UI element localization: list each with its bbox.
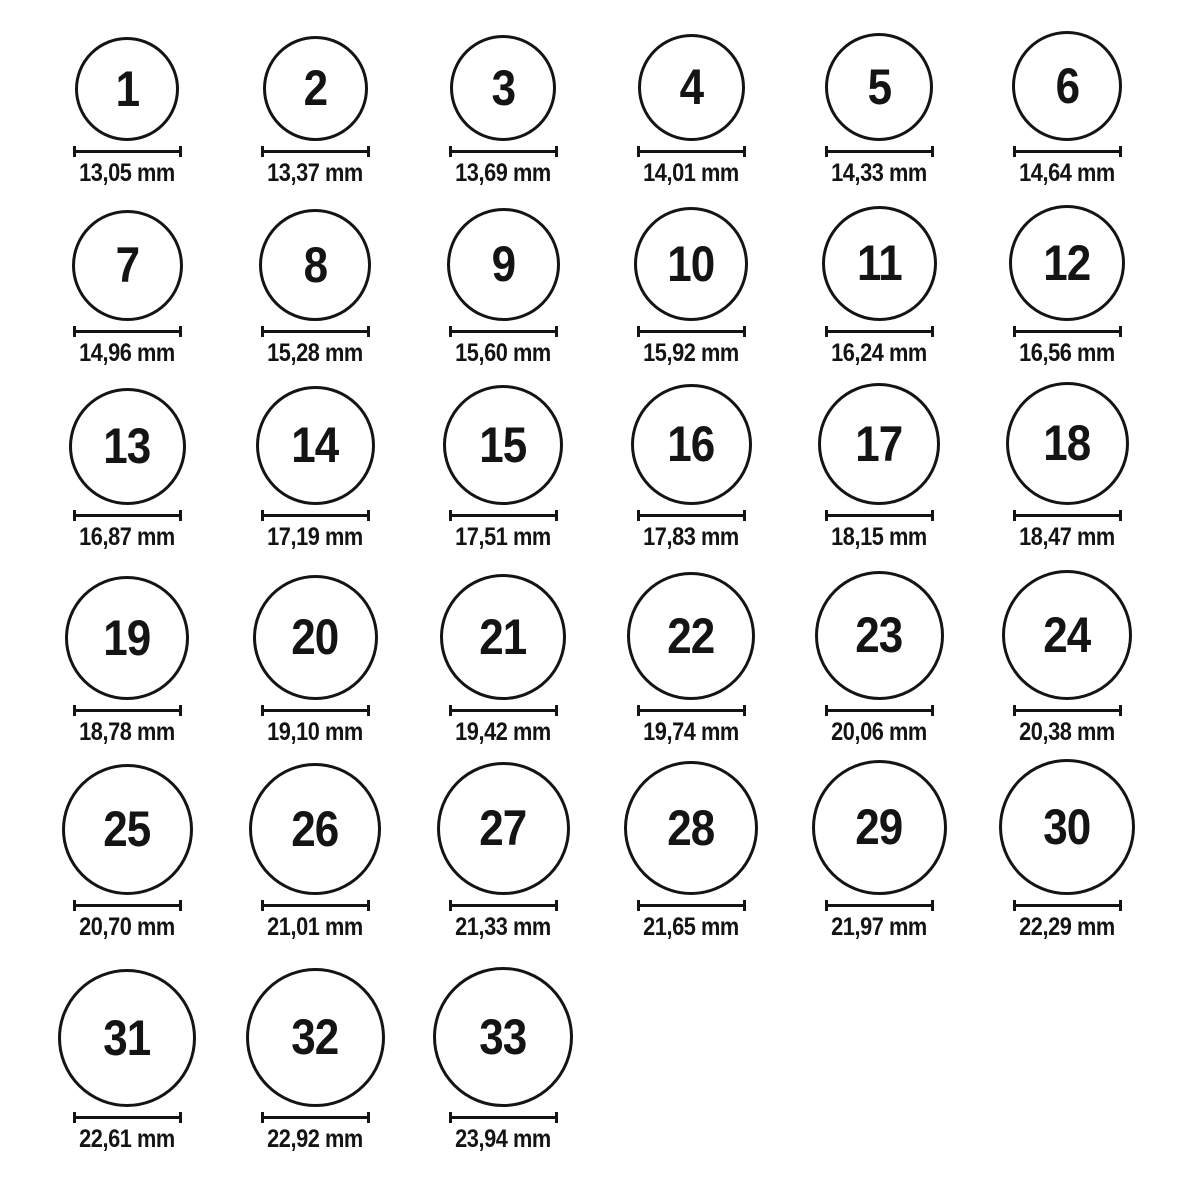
diameter-ruler [73,146,182,157]
ring-diameter-label: 22,61 mm [79,1124,175,1153]
ring-diameter-label: 17,51 mm [455,522,551,551]
ring-circle [433,967,573,1107]
diameter-ruler [1013,326,1122,337]
ring-circle [815,571,944,700]
ring-number: 8 [303,236,327,293]
diameter-ruler [1013,705,1122,716]
ring-diameter-label: 16,87 mm [79,522,175,551]
ring-diameter-label: 19,42 mm [455,717,551,746]
ring-size-cell [447,208,560,366]
ring-diameter-label: 16,56 mm [1019,338,1115,367]
diameter-ruler [261,326,370,337]
diameter-ruler [825,705,934,716]
ring-circle [822,206,937,321]
diameter-ruler [825,510,934,521]
ring-number: 32 [291,1009,339,1066]
ring-number: 7 [115,237,139,294]
ring-circle [253,575,378,700]
ring-circle [263,36,368,141]
ring-circle [1012,31,1122,141]
ring-size-cell [259,209,371,366]
ring-diameter-label: 13,05 mm [79,158,175,187]
ring-diameter-label: 14,64 mm [1019,158,1115,187]
ring-diameter-label: 17,83 mm [643,522,739,551]
ring-diameter-label: 21,01 mm [267,912,363,941]
ring-number: 16 [667,416,715,473]
ring-circle [58,969,196,1107]
ring-number: 23 [855,607,903,664]
ring-diameter-label: 16,24 mm [831,338,927,367]
ring-size-cell [69,388,186,550]
ring-circle [75,37,179,141]
ring-size-cell [65,576,189,745]
ring-size-cell [253,575,378,745]
ring-number: 25 [103,801,151,858]
ring-number: 13 [103,418,151,475]
ring-size-cell [824,33,934,186]
diameter-ruler [73,1112,182,1123]
ring-diameter-label: 22,92 mm [267,1124,363,1153]
ring-circle [450,35,556,141]
ring-diameter-label: 17,19 mm [267,522,363,551]
diameter-ruler [73,705,182,716]
ring-size-cell [249,763,381,940]
ring-size-cell [437,762,570,940]
ring-diameter-label: 18,15 mm [831,522,927,551]
diameter-ruler [825,900,934,911]
diameter-ruler [449,326,558,337]
diameter-ruler [637,510,746,521]
diameter-ruler [449,1112,558,1123]
ring-number: 6 [1055,57,1079,114]
ring-size-cell [1002,570,1132,745]
ring-diameter-label: 15,60 mm [455,338,551,367]
ring-size-cell [634,207,748,366]
ring-diameter-label: 20,06 mm [831,717,927,746]
ring-diameter-label: 15,92 mm [643,338,739,367]
ring-number: 2 [303,60,327,117]
diameter-ruler [73,900,182,911]
ring-diameter-label: 13,37 mm [267,158,363,187]
ring-size-cell [1012,31,1122,186]
ring-number: 12 [1043,234,1091,291]
diameter-ruler [1013,900,1122,911]
ring-size-cell [1009,205,1125,366]
ring-number: 18 [1043,415,1091,472]
ring-size-cell [999,759,1135,940]
ring-diameter-label: 19,10 mm [267,717,363,746]
ring-circle [69,388,186,505]
diameter-ruler [261,146,370,157]
diameter-ruler [449,146,558,157]
ring-number: 14 [291,417,339,474]
ring-number: 9 [491,236,515,293]
diameter-ruler [73,326,182,337]
ring-circle [624,761,758,895]
ring-size-cell [627,572,755,745]
ring-size-cell [72,37,182,186]
ring-number: 11 [856,235,902,292]
ring-circle [256,386,375,505]
ring-circle [638,34,745,141]
ring-circle [812,760,947,895]
ring-number: 15 [479,416,527,473]
ring-size-cell [256,386,375,550]
ring-circle [65,576,189,700]
ring-diameter-label: 20,38 mm [1019,717,1115,746]
ring-size-cell [1006,382,1129,550]
ring-circle [1009,205,1125,321]
ring-size-cell [443,385,563,550]
ring-circle [631,384,752,505]
ring-circle [259,209,371,321]
ring-circle [447,208,560,321]
ring-diameter-label: 21,65 mm [643,912,739,941]
diameter-ruler [637,146,746,157]
ring-number: 3 [491,59,515,116]
ring-circle [825,33,933,141]
ring-diameter-label: 19,74 mm [643,717,739,746]
ring-size-cell [812,760,947,940]
ring-size-cell [62,764,193,940]
ring-number: 20 [291,609,339,666]
ring-number: 24 [1043,606,1091,663]
ring-circle [634,207,748,321]
diameter-ruler [637,900,746,911]
ring-size-cell [624,761,758,940]
diameter-ruler [449,900,558,911]
ring-number: 27 [479,800,527,857]
ring-circle [437,762,570,895]
ring-circle [627,572,755,700]
ring-diameter-label: 14,33 mm [831,158,927,187]
diameter-ruler [637,705,746,716]
ring-number: 4 [679,59,703,116]
ring-number: 10 [667,235,715,292]
ring-number: 26 [291,800,339,857]
diameter-ruler [261,510,370,521]
ring-size-cell [260,36,370,186]
diameter-ruler [73,510,182,521]
ring-circle [249,763,381,895]
ring-circle [246,968,385,1107]
ring-number: 17 [855,415,903,472]
ring-size-cell [822,206,937,366]
ring-size-cell [815,571,944,745]
ring-diameter-label: 20,70 mm [79,912,175,941]
ring-diameter-label: 18,47 mm [1019,522,1115,551]
diameter-ruler [1013,146,1122,157]
ring-number: 28 [667,799,715,856]
diameter-ruler [637,326,746,337]
diameter-ruler [825,326,934,337]
ring-circle [818,383,940,505]
ring-size-cell [440,574,566,745]
ring-number: 29 [855,799,903,856]
ring-number: 5 [867,58,891,115]
ring-diameter-label: 22,29 mm [1019,912,1115,941]
ring-diameter-label: 13,69 mm [455,158,551,187]
ring-diameter-label: 15,28 mm [267,338,363,367]
ring-diameter-label: 21,33 mm [455,912,551,941]
ring-size-cell [72,210,183,366]
ring-number: 22 [667,607,715,664]
ring-size-cell [433,967,573,1152]
diameter-ruler [825,146,934,157]
ring-diameter-label: 21,97 mm [831,912,927,941]
ring-size-cell [818,383,940,550]
ring-size-cell [631,384,752,550]
ring-size-cell [636,34,746,186]
ring-diameter-label: 14,96 mm [79,338,175,367]
ring-size-cell [448,35,558,186]
ring-circle [999,759,1135,895]
ring-circle [1002,570,1132,700]
ring-circle [72,210,183,321]
diameter-ruler [1013,510,1122,521]
ring-circle [443,385,563,505]
ring-diameter-label: 18,78 mm [79,717,175,746]
ring-number: 19 [103,609,151,666]
diameter-ruler [261,900,370,911]
ring-number: 21 [479,608,527,665]
ring-diameter-label: 14,01 mm [643,158,739,187]
diameter-ruler [449,705,558,716]
ring-circle [440,574,566,700]
ring-diameter-label: 23,94 mm [455,1124,551,1153]
diameter-ruler [261,1112,370,1123]
ring-size-cell [246,968,385,1152]
ring-number: 33 [479,1008,527,1065]
ring-circle [1006,382,1129,505]
ring-number: 1 [115,60,139,117]
diameter-ruler [449,510,558,521]
ring-circle [62,764,193,895]
ring-size-cell [58,969,196,1152]
ring-number: 30 [1043,798,1091,855]
diameter-ruler [261,705,370,716]
ring-number: 31 [103,1009,151,1066]
